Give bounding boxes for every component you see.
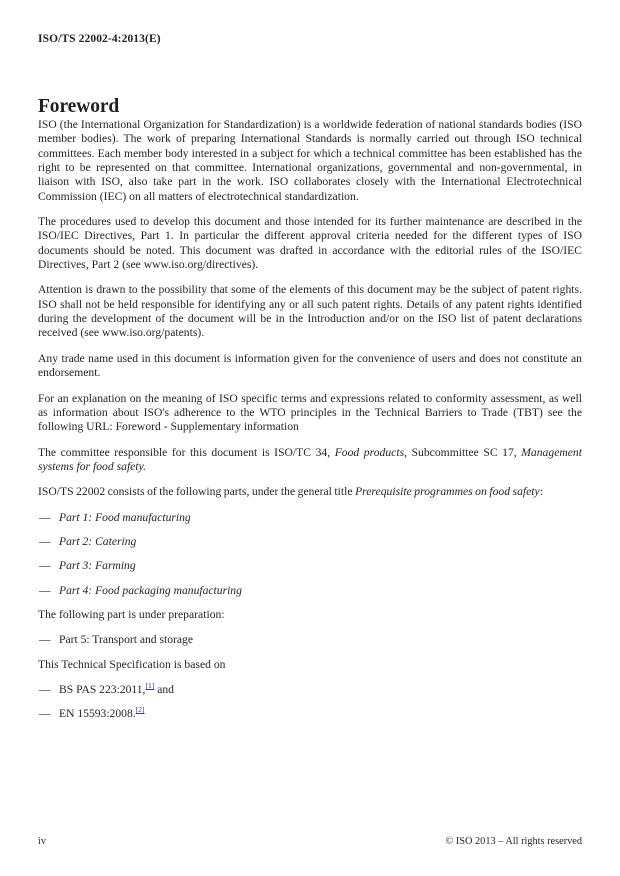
page-number: iv (38, 836, 47, 847)
paragraph-based-on: This Technical Specification is based on (38, 657, 226, 671)
list-item (38, 683, 582, 697)
parts-intro-italic-title: Prerequisite programmes on food safety (355, 485, 540, 499)
footnote-ref-1-link[interactable]: [1] (145, 681, 155, 691)
paragraph-under-preparation: The following part is under preparation: (38, 607, 225, 621)
parts-list (38, 511, 582, 598)
list-item-label: Part 4: Food packaging manufacturing (59, 583, 242, 597)
em-dash-marker: — (39, 707, 51, 721)
paragraph-committee-responsible (38, 446, 582, 475)
list-item-label: Part 2: Catering (59, 534, 137, 548)
em-dash-marker: — (39, 534, 51, 548)
list-item (38, 559, 582, 573)
list-item-label: EN 15593:2008. (59, 707, 136, 721)
committee-text-lead: The committee responsible for this document is ISO/TC 34, (38, 445, 335, 459)
em-dash-marker: — (39, 510, 51, 524)
list-item (38, 511, 582, 525)
basis-list (38, 683, 582, 722)
page-title: Foreword (38, 96, 120, 118)
paragraph-iso-introduction: ISO (the International Organization for Standardization) is a worldwide federation of national standards bodies (ISO member bodies). The work of preparing International Standards is normally carried out through ISO technical committees. Each member body interested in a subject for which a technical committee has been established has the right to be represented on that committee. International organizations, governmental and non-governmental, in liaison with ISO, also take part in the work. ISO collaborates closely with the International Electrotechnical Commission (IEC) on all matters of electrotechnical standardization. (38, 118, 582, 203)
copyright-notice: © ISO 2013 – All rights reserved (445, 836, 582, 847)
paragraph-procedures: The procedures used to develop this document and those intended for its further maintenance are described in the ISO/IEC Directives, Part 1. In particular the different approval criteria needed for the different types of ISO documents should be noted. This document was drafted in accordance with the editorial rules of the ISO/IEC Directives, Part 2 (see www.iso.org/directives). (38, 215, 582, 272)
preparation-list (38, 633, 582, 647)
list-item-label: Part 3: Farming (59, 559, 136, 573)
parts-intro-lead: ISO/TS 22002 consists of the following parts, under the general title (38, 485, 356, 499)
list-item-label: Part 1: Food manufacturing (59, 510, 191, 524)
list-item-trailing-text: and (154, 682, 174, 696)
list-item (38, 707, 582, 721)
committee-text-mid: , Subcommittee SC 17, (404, 445, 522, 459)
parts-intro-tail: : (539, 485, 543, 499)
list-item (38, 633, 582, 647)
em-dash-marker: — (39, 559, 51, 573)
committee-italic-food-products: Food products (334, 445, 405, 459)
footnote-ref-1[interactable] (145, 681, 154, 690)
list-item-label: BS PAS 223:2011, (59, 682, 146, 696)
em-dash-marker: — (39, 633, 51, 647)
footnote-ref-2-link[interactable]: [2] (135, 705, 145, 715)
document-header-id: ISO/TS 22002-4:2013(E) (38, 33, 161, 45)
list-item (38, 535, 582, 549)
committee-italic-management-systems: Management systems for food safety. (38, 445, 582, 473)
list-item-label: Part 5: Transport and storage (59, 633, 193, 647)
paragraph-patent-rights: Attention is drawn to the possibility that some of the elements of this document may be the subject of patent rights. ISO shall not be held responsible for identifying any or all such patent rights. Details of any patent rights identified during the development of the document will be in the Introduction and/or on the ISO list of patent declarations received (see www.iso.org/patents). (38, 283, 582, 340)
paragraph-conformity-assessment: For an explanation on the meaning of ISO specific terms and expressions related to conformity assessment, as well as information about ISO's adherence to the WTO principles in the Technical Barriers to Trade (TBT) see the following URL: Foreword - Supplementary information (38, 391, 582, 434)
paragraph-trade-name: Any trade name used in this document is information given for the convenience of users and does not constitute an endorsement. (38, 351, 582, 380)
em-dash-marker: — (39, 682, 51, 696)
em-dash-marker: — (39, 583, 51, 597)
list-item (38, 584, 582, 598)
footnote-ref-2[interactable] (136, 705, 145, 714)
page-footer (38, 836, 582, 847)
paragraph-parts-intro (38, 485, 582, 499)
body-content (38, 118, 582, 732)
